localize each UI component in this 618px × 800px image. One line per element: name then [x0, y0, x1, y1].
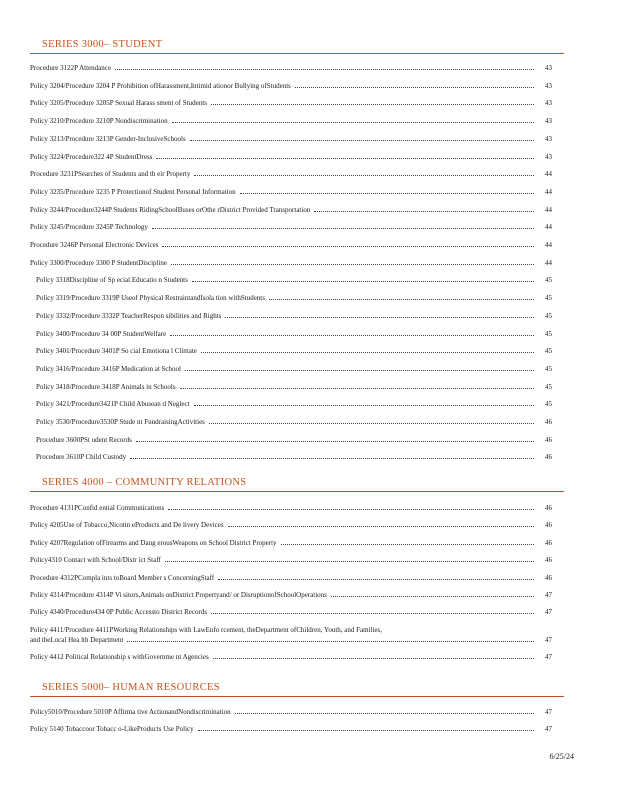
toc-entry-page: 45 — [545, 347, 552, 356]
toc-entry-page: 47 — [545, 725, 552, 733]
toc-entry[interactable] — [30, 98, 552, 108]
toc-entry-title: Policy 3421/Procedure3421P Child Abusean d Neglect — [36, 400, 190, 409]
toc-entry-title: Policy 3332/Procedure 3332P TeacherRespon sibilities and Rights — [36, 311, 222, 320]
toc-entry-page: 44 — [545, 241, 552, 249]
dot-leader — [172, 116, 534, 123]
toc-entry-title: Policy 3205/Procedure 3205P Sexual Harass sment of Students — [30, 99, 207, 108]
series-3000-heading: SERIES 3000– STUDENT — [30, 38, 564, 54]
toc-entry[interactable] — [30, 258, 552, 268]
dot-leader — [198, 724, 534, 731]
toc-entry-page: 47 — [545, 653, 552, 662]
toc-entry-title-continued: and theLocal Hea lth Department — [30, 635, 124, 644]
dot-leader — [192, 275, 534, 282]
dot-leader — [295, 81, 534, 88]
toc-entry-page: 43 — [545, 99, 552, 108]
dot-leader — [240, 187, 534, 194]
toc-entry[interactable] — [30, 503, 552, 513]
dot-leader — [269, 293, 534, 300]
toc-entry[interactable] — [30, 625, 552, 645]
toc-entry-page: 44 — [545, 223, 552, 232]
toc-entry-title: Policy 4207Regulation ofFirearms and Dang erousWeapons on School District Property — [30, 538, 277, 547]
toc-entry[interactable] — [30, 573, 552, 583]
toc-entry-page: 46 — [545, 435, 552, 444]
toc-entry[interactable] — [30, 652, 552, 662]
dot-leader — [194, 399, 534, 406]
toc-entry[interactable] — [36, 452, 552, 462]
dot-leader — [211, 98, 534, 105]
toc-entry-title: Procedure 3231PSearches of Students and th eir Property — [30, 170, 191, 179]
dot-leader — [165, 555, 534, 562]
toc-entry-page: 47 — [545, 708, 552, 716]
toc-entry-page: 44 — [545, 170, 552, 179]
toc-entry[interactable] — [30, 520, 552, 530]
toc-entry-title: Policy 3224/Procedure322 4P StudentDress — [30, 152, 153, 161]
toc-entry[interactable] — [36, 275, 552, 285]
toc-entry-title: Policy 5140 Tobaccoor Tobacc o-LikeProducts Use Policy — [30, 725, 194, 733]
toc-entry[interactable] — [30, 152, 552, 162]
toc-entry-title: Policy 4314/Procedure 4314P Vi sitors,Animals onDistrict Propertyand/ or DisruptionofSchoolOperations — [30, 591, 327, 599]
toc-entry-page: 45 — [545, 364, 552, 373]
toc-entry[interactable] — [30, 63, 552, 73]
series-4000-heading: SERIES 4000 – COMMUNITY RELATIONS — [30, 476, 564, 492]
toc-entry-title: Procedure 4131PConfid ential Communications — [30, 504, 165, 512]
toc-entry[interactable] — [30, 707, 552, 717]
toc-entry-title: Policy 3400/Procedure 34 00P StudentWelfare — [36, 329, 167, 338]
toc-entry-page: 45 — [545, 276, 552, 285]
toc-entry[interactable] — [36, 311, 552, 321]
toc-entry[interactable] — [30, 134, 552, 144]
toc-entry-title: Policy 3300/Procedure 3300 P StudentDiscipline — [30, 258, 168, 267]
toc-entry-page: 45 — [545, 329, 552, 338]
toc-entry-page: 47 — [545, 608, 552, 617]
toc-entry[interactable] — [30, 205, 552, 215]
toc-entry[interactable] — [30, 538, 552, 548]
dot-leader — [130, 452, 534, 459]
toc-entry-title: Policy 3213/Procedure 3213P Gender-InclusiveSchools — [30, 134, 186, 143]
toc-entry[interactable] — [36, 435, 552, 445]
toc-entry-title: Procedure 3610P Child Custody — [36, 453, 127, 462]
toc-entry-page: 43 — [545, 117, 552, 126]
toc-entry-title: Procedure 3246P Personal Electronic Devices — [30, 241, 159, 249]
toc-entry-title: Policy 4205Use of Tobacco,Nicotin eProducts and De livery Devices — [30, 521, 224, 530]
toc-entry-page: 44 — [545, 205, 552, 214]
dot-leader — [136, 435, 534, 442]
toc-entry-title: Policy 4340/Procedure434 0P Public Accessto District Records — [30, 608, 208, 617]
toc-entry-title: Policy 3235/Procedure 3235 P Protectionof Student Personal Information — [30, 187, 236, 196]
toc-entry[interactable] — [30, 555, 552, 565]
toc-entry[interactable] — [30, 590, 552, 600]
dot-leader — [194, 169, 534, 176]
dot-leader — [190, 134, 534, 141]
dot-leader — [235, 707, 534, 714]
dot-leader — [281, 538, 534, 545]
dot-leader — [180, 382, 534, 389]
dot-leader — [152, 222, 534, 229]
toc-entry-page: 43 — [545, 152, 552, 161]
toc-entry[interactable] — [30, 169, 552, 179]
toc-entry-page: 46 — [545, 504, 552, 512]
dot-leader — [168, 503, 534, 510]
toc-entry-page: 46 — [545, 453, 552, 462]
dot-leader — [314, 205, 534, 212]
toc-entry-title: Policy5010/Procedure 5010P Affirma tive ActionandNondiscrimination — [30, 708, 231, 716]
dot-leader — [170, 329, 534, 336]
toc-entry-title: Procedure 4312PCompla ints toBoard Member s ConcerningStaff — [30, 573, 215, 582]
toc-entry-title: Policy 3401/Procedure 3401P So cial Emotiona l Climate — [36, 347, 197, 356]
toc-entry[interactable] — [30, 724, 552, 734]
toc-entry-title: Policy 3318Discipline of Sp ecial Educatio n Students — [36, 276, 188, 285]
dot-leader — [201, 346, 534, 353]
dot-leader — [211, 607, 534, 614]
toc-entry-title: Policy 3245/Procedure 3245P Technology — [30, 223, 148, 232]
toc-entry[interactable] — [30, 116, 552, 126]
toc-entry-title: Procedure 3122P Attendance — [30, 64, 111, 72]
toc-entry-page: 43 — [545, 81, 552, 90]
dot-leader — [171, 258, 534, 265]
toc-entry-page: 47 — [545, 591, 552, 599]
series-5000-heading: SERIES 5000– HUMAN RESOURCES — [30, 681, 564, 697]
dot-leader — [218, 573, 534, 580]
dot-leader — [127, 635, 534, 642]
dot-leader — [156, 152, 534, 159]
toc-entry-page: 45 — [545, 400, 552, 409]
toc-entry[interactable] — [36, 399, 552, 409]
toc-entry-title: Policy4310 Contact with School/Distr ict Staff — [30, 556, 161, 565]
toc-entry-page: 44 — [545, 187, 552, 196]
toc-entry-title: Policy 3319/Procedure 3319P Useof Physical RestraintandIsola tion withStudents — [36, 294, 265, 303]
toc-entry-title: Policy 3418/Procedure 3418P Animals in Schools — [36, 382, 176, 391]
toc-entry-title: Policy 3416/Procedure 3416P Medication at School — [36, 364, 181, 373]
toc-entry-title: Procedure 3600PSt udent Records — [36, 435, 132, 444]
toc-entry-page: 46 — [545, 418, 552, 426]
toc-entry-title: Policy 3530/Procedure3530P Stude nt FundraisingActivities — [36, 418, 205, 426]
toc-entry[interactable] — [30, 81, 552, 91]
toc-entry[interactable] — [30, 187, 552, 197]
toc-entry-page: 46 — [545, 521, 552, 530]
toc-entry-page: 45 — [545, 311, 552, 320]
dot-leader — [331, 590, 534, 597]
toc-entry[interactable] — [36, 329, 552, 339]
dot-leader — [225, 311, 534, 318]
toc-entry-page: 46 — [545, 556, 552, 565]
toc-entry[interactable] — [36, 346, 552, 356]
toc-entry[interactable] — [30, 240, 552, 250]
toc-entry-page: 45 — [545, 382, 552, 391]
dot-leader — [185, 364, 534, 371]
toc-entry-title: Policy 3210/Procedure 3210P Nondiscrimination — [30, 117, 168, 126]
toc-entry-title: Policy 4411/Procedure 4411PWorking Relationships with LawEnfo rcement, theDepartment ofChildren, Youth, and Families, — [30, 625, 382, 634]
toc-entry[interactable] — [30, 607, 552, 617]
toc-entry[interactable] — [36, 417, 552, 427]
dot-leader — [213, 652, 534, 659]
toc-entry[interactable] — [36, 382, 552, 392]
toc-entry-page: 47 — [545, 635, 552, 644]
footer-date: 6/25/24 — [549, 752, 574, 761]
toc-entry-title: Policy 3204/Procedure 3204 P Prohibition ofHarassment,Intimid ationor Bullying ofStudents — [30, 81, 291, 90]
toc-entry[interactable] — [36, 364, 552, 374]
dot-leader — [209, 417, 534, 424]
dot-leader — [162, 240, 534, 247]
toc-entry-title: Policy 3244/Procedure3244P Students RidingSchoolBuses orOthe rDistrict Provided Transportation — [30, 205, 311, 214]
toc-entry[interactable] — [36, 293, 552, 303]
toc-entry-page: 46 — [545, 538, 552, 547]
dot-leader — [115, 63, 534, 70]
toc-entry-page: 43 — [545, 64, 552, 72]
toc-entry-title: Policy 4412 Political Relationship s withGovernme nt Agencies — [30, 653, 209, 662]
toc-entry-page: 43 — [545, 134, 552, 143]
toc-entry-page: 46 — [545, 573, 552, 582]
toc-entry-page: 44 — [545, 258, 552, 267]
dot-leader — [228, 520, 534, 527]
toc-entry-page: 45 — [545, 294, 552, 303]
toc-entry[interactable] — [30, 222, 552, 232]
